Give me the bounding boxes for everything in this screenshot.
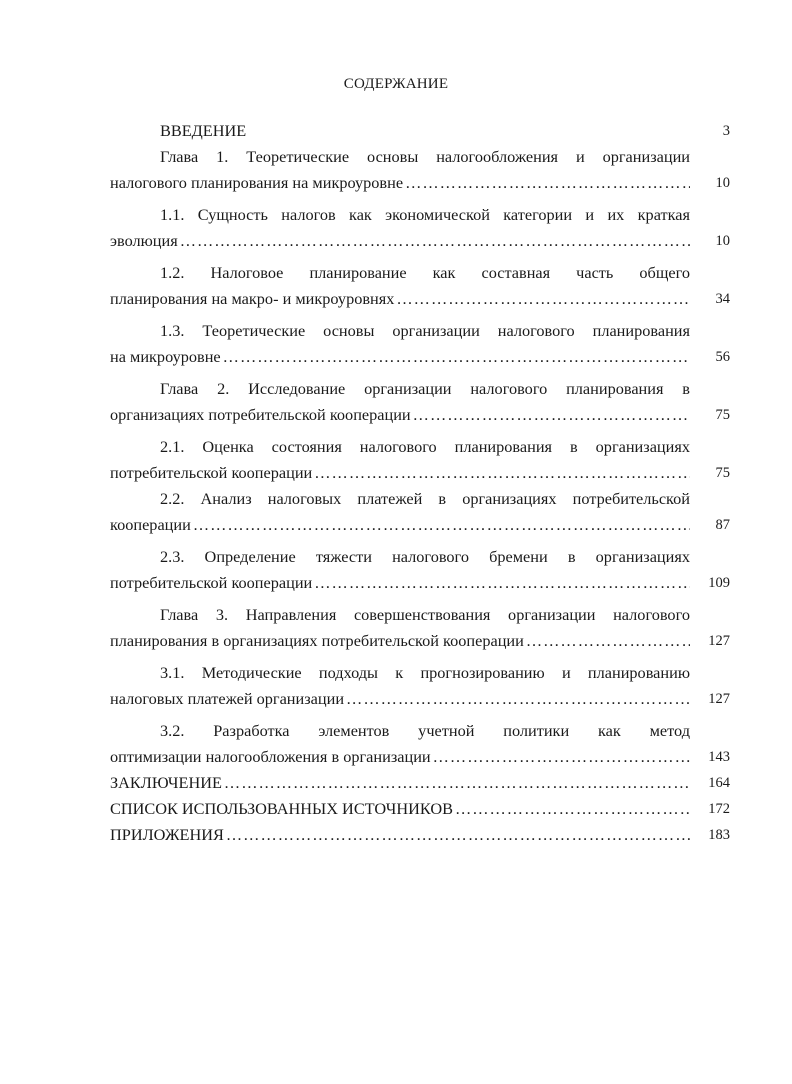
toc-entry-title-line2: планирования на макро- и микроуровнях (110, 289, 395, 308)
toc-entry-section-1-3 (110, 318, 730, 370)
toc-entry-title-line1: 3.2. Разработка элементов учетной политики как метод (160, 721, 690, 740)
toc-entry-chapter-2 (110, 376, 730, 428)
toc-page-number: 87 (715, 517, 730, 533)
toc-entry-title-line2: эволюция (110, 231, 178, 250)
dot-leader (346, 686, 690, 712)
toc-entry-section-2-1 (110, 434, 730, 486)
toc-entry-title: ВВЕДЕНИЕ (160, 121, 247, 140)
toc-page-number: 34 (715, 291, 730, 307)
toc-page-number: 109 (708, 575, 730, 591)
toc-entry-title-line2: организациях потребительской кооперации (110, 405, 411, 424)
toc-page-number: 172 (708, 801, 730, 817)
dot-leader (226, 822, 690, 848)
toc-entry-title: ПРИЛОЖЕНИЯ (110, 825, 224, 844)
toc-entry-title-line1: Глава 3. Направления совершенствования организации налогового (160, 605, 690, 624)
toc-entry-appendices (110, 822, 730, 848)
dot-leader (223, 344, 690, 370)
toc-entry-title-line2: потребительской кооперации (110, 463, 313, 482)
dot-leader (526, 628, 690, 654)
toc-entry-chapter-3 (110, 602, 730, 654)
dot-leader (224, 770, 690, 796)
toc-entry-section-3-2 (110, 718, 730, 770)
dot-leader (314, 570, 690, 596)
dot-leader (433, 744, 690, 770)
toc-entry-section-1-1 (110, 202, 730, 254)
toc-entry-title-line2: потребительской кооперации (110, 573, 313, 592)
toc-entry-title-line2: оптимизации налогообложения в организации (110, 747, 431, 766)
dot-leader (396, 286, 690, 312)
toc-entry-section-1-2 (110, 260, 730, 312)
toc-entry-conclusion (110, 770, 730, 796)
toc-entry-title-line2: кооперации (110, 515, 191, 534)
toc-entry-title: СПИСОК ИСПОЛЬЗОВАННЫХ ИСТОЧНИКОВ (110, 799, 453, 818)
toc-entry-section-3-1 (110, 660, 730, 712)
dot-leader (455, 796, 690, 822)
toc-entry-title-line1: 1.3. Теоретические основы организации налогового планирования (160, 321, 690, 340)
toc-entry-introduction (110, 118, 730, 144)
toc-entry-title-line1: 1.1. Сущность налогов как экономической категории и их краткая (160, 205, 690, 224)
toc-page-number: 164 (708, 775, 730, 791)
toc-page-number: 75 (715, 465, 730, 481)
toc-entry-title-line2: на микроуровне (110, 347, 221, 366)
toc-page-number: 127 (708, 691, 730, 707)
toc-entry-section-2-2 (110, 486, 730, 538)
toc-entry-title-line1: Глава 1. Теоретические основы налогообложения и организации (160, 147, 690, 166)
dot-leader (413, 402, 690, 428)
toc-entry-title-line1: 1.2. Налоговое планирование как составная часть общего (160, 263, 690, 282)
toc-entry-title-line1: 2.1. Оценка состояния налогового планирования в организациях (160, 437, 690, 456)
toc-page-number: 56 (715, 349, 730, 365)
toc-page-number: 183 (708, 827, 730, 843)
toc-page-number: 3 (722, 123, 730, 139)
toc-entry-title-line2: налогового планирования на микроуровне (110, 173, 404, 192)
toc-entry-title-line2: налоговых платежей организации (110, 689, 345, 708)
dot-leader (180, 228, 690, 254)
toc-entry-title-line1: 2.3. Определение тяжести налогового бремени в организациях (160, 547, 690, 566)
toc-page-number: 75 (715, 407, 730, 423)
dot-leader (193, 512, 690, 538)
toc-page-number: 10 (715, 175, 730, 191)
toc-entry-references (110, 796, 730, 822)
toc-entry-title-line1: Глава 2. Исследование организации налогового планирования в (160, 379, 690, 398)
toc-page-number: 127 (708, 633, 730, 649)
toc-entry-title-line1: 2.2. Анализ налоговых платежей в организациях потребительской (160, 489, 690, 508)
toc-entry-chapter-1 (110, 144, 730, 196)
dot-leader (314, 460, 690, 486)
dot-leader (405, 170, 690, 196)
toc-entry-title-line2: планирования в организациях потребительской кооперации (110, 631, 524, 650)
toc-page-number: 143 (708, 749, 730, 765)
toc-entry-title-line1: 3.1. Методические подходы к прогнозированию и планированию (160, 663, 690, 682)
toc-entry-section-2-3 (110, 544, 730, 596)
table-of-contents (110, 118, 730, 848)
toc-page-number: 10 (715, 233, 730, 249)
toc-title: СОДЕРЖАНИЕ (343, 76, 449, 92)
toc-entry-title: ЗАКЛЮЧЕНИЕ (110, 773, 222, 792)
